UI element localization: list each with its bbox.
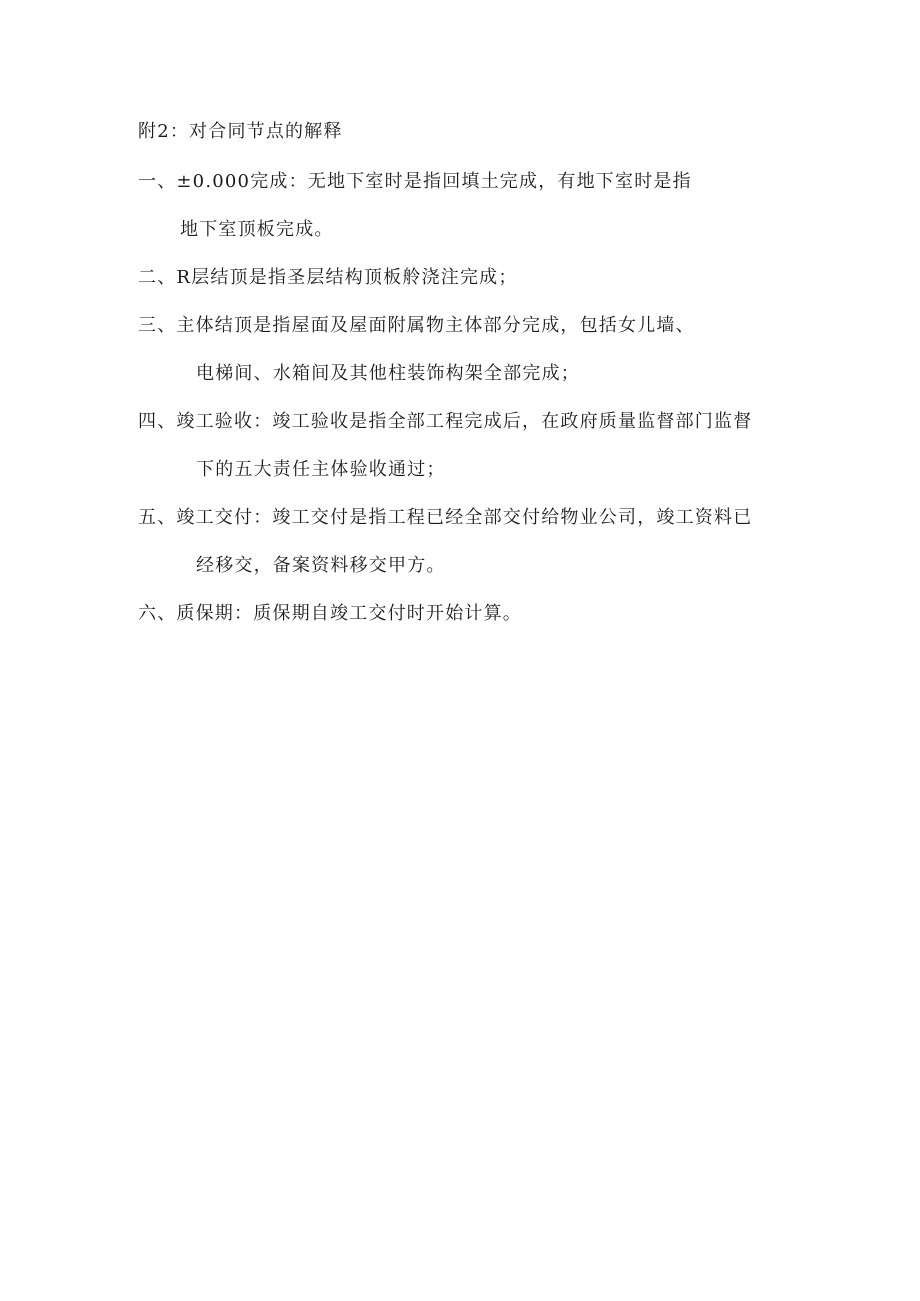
item-4-line-1: 四、竣工验收：竣工验收是指全部工程完成后，在政府质量监督部门监督 [138,411,753,432]
item-3-line-2: 电梯间、水箱间及其他柱装饰构架全部完成； [196,363,580,384]
item-5-line-2: 经移交，备案资料移交甲方。 [196,555,446,576]
item-1-line-1: 一、±0.000完成：无地下室时是指回填土完成，有地下室时是指 [138,171,692,192]
document-title: 附2：对合同节点的解释 [138,121,343,142]
item-5-line-1: 五、竣工交付：竣工交付是指工程已经全部交付给物业公司，竣工资料已 [138,507,753,528]
item-2-line-1: 二、R层结顶是指圣层结构顶板舲浇注完成； [138,267,518,288]
item-1-line-2: 地下室顶板完成。 [180,219,334,240]
item-3-line-1: 三、主体结顶是指屋面及屋面附属物主体部分完成，包括女儿墙、 [138,315,695,336]
item-4-line-2: 下的五大责任主体验收通过； [196,459,446,480]
item-6-line-1: 六、质保期：质保期自竣工交付时开始计算。 [138,603,522,624]
